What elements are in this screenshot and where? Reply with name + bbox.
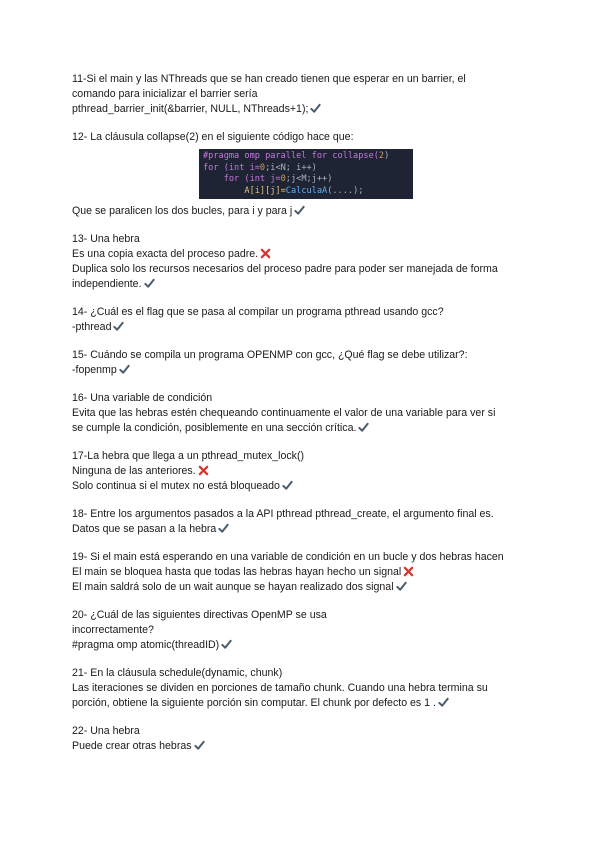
answer-text: El main saldrá solo de un wait aunque se hayan realizado dos signal — [72, 581, 394, 593]
check-icon — [282, 480, 293, 491]
question-20-text-1: 20- ¿Cuál de las siguientes directivas OpenMP se usa — [72, 609, 327, 621]
check-icon — [113, 321, 124, 332]
question-17-wrong-answer — [72, 464, 532, 479]
answer-text: -pthread — [72, 321, 112, 333]
answer-text: Solo continua si el mutex no está bloqueado — [72, 480, 280, 492]
question-20-text-2: incorrectamente? — [72, 624, 154, 636]
check-icon — [221, 639, 232, 650]
check-icon — [438, 697, 449, 708]
question-16-text: 16- Una variable de condición — [72, 392, 213, 404]
question-21 — [72, 666, 532, 711]
code-line-2-a: for (int i= — [203, 162, 260, 173]
document-page — [72, 72, 532, 767]
code-snippet — [199, 149, 413, 199]
question-14-text: 14- ¿Cuál es el flag que se pasa al compilar un programa pthread usando gcc? — [72, 306, 444, 318]
question-15 — [72, 348, 532, 378]
cross-icon — [260, 248, 271, 259]
answer-text: -fopenmp — [72, 364, 117, 376]
code-line-3-a: for (int j= — [203, 174, 281, 184]
question-18 — [72, 507, 532, 537]
question-11-text-2: comando para inicializar el barrier sería — [72, 88, 258, 100]
check-icon — [218, 523, 229, 534]
code-line-2-b: 0 — [259, 162, 266, 173]
code-line-4-b: CalculaA — [285, 185, 328, 196]
question-12-text: 12- La cláusula collapse(2) en el siguiente código hace que: — [72, 131, 354, 143]
check-icon — [194, 740, 205, 751]
code-line-3-b: 0 — [280, 174, 286, 184]
question-20-answer — [72, 638, 532, 653]
question-15-text: 15- Cuándo se compila un programa OPENMP con gcc, ¿Qué flag se debe utilizar?: — [72, 349, 468, 361]
code-line-1-b: 2 — [378, 151, 385, 161]
question-16 — [72, 391, 532, 436]
question-22-answer — [72, 739, 532, 754]
question-12 — [72, 130, 532, 219]
question-13-text: 13- Una hebra — [72, 233, 140, 245]
question-14-answer — [72, 320, 532, 335]
answer-text: porción, obtiene la siguiente porción sin computar. El chunk por defecto es 1 . — [72, 697, 436, 709]
code-line-3-c: ;j<M;j++) — [285, 174, 333, 184]
code-line-1-c: ) — [384, 151, 390, 161]
answer-text: se cumple la condición, posiblemente en una sección crítica. — [72, 422, 357, 434]
question-16-answer-2 — [72, 421, 532, 436]
question-18-answer — [72, 522, 532, 537]
question-11 — [72, 72, 532, 117]
question-14 — [72, 305, 532, 335]
question-19-answer — [72, 580, 532, 595]
question-12-answer — [72, 204, 532, 219]
cross-icon — [198, 465, 209, 476]
question-13-wrong-answer — [72, 247, 532, 262]
check-icon — [119, 364, 130, 375]
question-13-answer-2 — [72, 277, 532, 292]
question-22-text: 22- Una hebra — [72, 725, 140, 737]
check-icon — [294, 205, 305, 216]
question-15-answer — [72, 363, 532, 378]
check-icon — [396, 581, 407, 592]
answer-text: Puede crear otras hebras — [72, 740, 192, 752]
check-icon — [310, 103, 321, 114]
answer-text: El main se bloquea hasta que todas las hebras hayan hecho un signal — [72, 566, 402, 578]
answer-text: Datos que se pasan a la hebra — [72, 523, 217, 535]
question-17 — [72, 449, 532, 494]
answer-text: Ninguna de las anteriores. — [72, 465, 196, 477]
question-21-answer-1: Las iteraciones se dividen en porciones de tamaño chunk. Cuando una hebra termina su — [72, 682, 488, 694]
answer-text: pthread_barrier_init(&barrier, NULL, NThreads+1); — [72, 103, 309, 115]
question-21-answer-2 — [72, 696, 532, 711]
code-line-4-c: (....); — [327, 185, 364, 196]
question-22 — [72, 724, 532, 754]
answer-text: Es una copia exacta del proceso padre. — [72, 248, 259, 260]
code-line-1-a: #pragma omp parallel for collapse( — [203, 151, 379, 161]
check-icon — [358, 422, 369, 433]
cross-icon — [403, 566, 414, 577]
question-19 — [72, 550, 532, 595]
question-21-text: 21- En la cláusula schedule(dynamic, chunk) — [72, 667, 283, 679]
answer-text: #pragma omp atomic(threadID) — [72, 639, 220, 651]
question-19-text: 19- Si el main está esperando en una variable de condición en un bucle y dos hebras hacen — [72, 551, 504, 563]
question-11-text-1: 11-Si el main y las NThreads que se han creado tienen que esperar en un barrier, el — [72, 73, 466, 85]
answer-text: independiente. — [72, 278, 142, 290]
check-icon — [144, 278, 155, 289]
answer-text: Que se paralicen los dos bucles, para i y para j — [72, 205, 293, 217]
question-18-text: 18- Entre los argumentos pasados a la API pthread pthread_create, el argumento final es. — [72, 508, 494, 520]
code-line-2-c: ;i<N; i++) — [265, 162, 317, 173]
question-17-answer — [72, 479, 532, 494]
question-16-answer-1: Evita que las hebras estén chequeando continuamente el valor de una variable para ver si — [72, 407, 496, 419]
question-13 — [72, 232, 532, 292]
question-11-answer — [72, 102, 532, 117]
question-20 — [72, 608, 532, 653]
question-13-answer-1: Duplica solo los recursos necesarios del proceso padre para poder ser manejada de forma — [72, 263, 498, 275]
code-line-4-a: A[i][j]= — [203, 185, 286, 196]
question-17-text: 17-La hebra que llega a un pthread_mutex_lock() — [72, 450, 305, 462]
question-19-wrong-answer — [72, 565, 532, 580]
